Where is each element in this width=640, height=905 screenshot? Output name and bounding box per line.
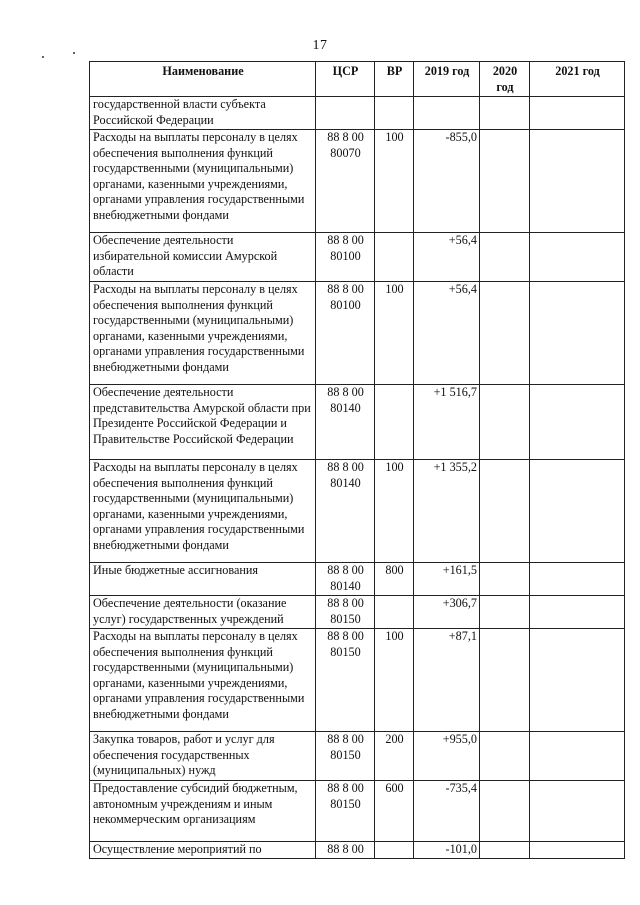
cell-2021 <box>530 233 625 282</box>
cell-csr-part1: 88 8 00 <box>327 385 364 399</box>
cell-2019: -101,0 <box>414 842 480 859</box>
cell-csr-part2: 80150 <box>330 611 361 626</box>
cell-2019 <box>414 97 480 130</box>
cell-2020 <box>480 732 530 781</box>
cell-csr-part1: 88 8 00 <box>327 460 364 474</box>
table-row <box>90 130 625 233</box>
cell-vr: 100 <box>375 282 414 385</box>
table-row <box>90 460 625 563</box>
cell-vr <box>375 842 414 859</box>
table-row <box>90 233 625 282</box>
cell-vr: 800 <box>375 563 414 596</box>
header-2020: 2020 год <box>480 62 530 97</box>
cell-csr-part2: 80150 <box>330 644 361 659</box>
cell-2020 <box>480 97 530 130</box>
cell-2021 <box>530 629 625 732</box>
header-vr: ВР <box>375 62 414 97</box>
cell-csr-part1: 88 8 00 <box>327 842 364 856</box>
page-number: 17 <box>312 38 328 53</box>
cell-csr <box>316 233 375 282</box>
cell-vr: 600 <box>375 781 414 842</box>
cell-vr <box>375 97 414 130</box>
cell-csr <box>316 629 375 732</box>
header-csr: ЦСР <box>316 62 375 97</box>
cell-csr <box>316 732 375 781</box>
cell-vr: 100 <box>375 460 414 563</box>
cell-2020 <box>480 842 530 859</box>
cell-2020 <box>480 130 530 233</box>
cell-csr-part2: 80140 <box>330 400 361 415</box>
cell-2021 <box>530 385 625 460</box>
table-row <box>90 732 625 781</box>
budget-table <box>89 61 625 859</box>
cell-2019: +955,0 <box>414 732 480 781</box>
cell-2020 <box>480 596 530 629</box>
cell-2019: +161,5 <box>414 563 480 596</box>
cell-2021 <box>530 732 625 781</box>
cell-2019: +56,4 <box>414 233 480 282</box>
cell-2020 <box>480 282 530 385</box>
cell-csr-part1: 88 8 00 <box>327 563 364 577</box>
cell-2021 <box>530 596 625 629</box>
cell-name: Расходы на выплаты персоналу в целях обеспечения выполнения функций государственными (муниципальными) органами, казенными учреждениями, органами управления государственными внебюджетными фондами <box>90 629 316 732</box>
cell-name: Расходы на выплаты персоналу в целях обеспечения выполнения функций государственными (муниципальными) органами, казенными учреждениями, органами управления государственными внебюджетными фондами <box>90 460 316 563</box>
header-2021: 2021 год <box>530 62 625 97</box>
cell-csr <box>316 460 375 563</box>
cell-csr-part2: 80070 <box>330 145 361 160</box>
cell-name: Обеспечение деятельности (оказание услуг) государственных учреждений <box>90 596 316 629</box>
cell-2020 <box>480 563 530 596</box>
table-row <box>90 781 625 842</box>
cell-2019: +56,4 <box>414 282 480 385</box>
header-2019: 2019 год <box>414 62 480 97</box>
table-row <box>90 563 625 596</box>
cell-2021 <box>530 282 625 385</box>
cell-csr <box>316 781 375 842</box>
cell-csr-part2: 80140 <box>330 578 361 593</box>
cell-2020 <box>480 629 530 732</box>
cell-csr <box>316 97 375 130</box>
cell-vr: 100 <box>375 130 414 233</box>
cell-name: Обеспечение деятельности избирательной комиссии Амурской области <box>90 233 316 282</box>
table-row <box>90 282 625 385</box>
cell-csr-part1: 88 8 00 <box>327 629 364 643</box>
cell-csr-part1: 88 8 00 <box>327 596 364 610</box>
cell-csr <box>316 842 375 859</box>
cell-vr <box>375 233 414 282</box>
cell-csr-part2: 80100 <box>330 248 361 263</box>
table-row <box>90 97 625 130</box>
cell-2021 <box>530 97 625 130</box>
cell-2021 <box>530 460 625 563</box>
cell-2020 <box>480 781 530 842</box>
cell-csr <box>316 385 375 460</box>
cell-2020 <box>480 385 530 460</box>
cell-csr <box>316 130 375 233</box>
cell-vr <box>375 596 414 629</box>
cell-csr-part1: 88 8 00 <box>327 130 364 144</box>
cell-csr <box>316 563 375 596</box>
cell-2021 <box>530 781 625 842</box>
cell-2019: -855,0 <box>414 130 480 233</box>
cell-csr-part2: 80150 <box>330 796 361 811</box>
cell-name: Расходы на выплаты персоналу в целях обеспечения выполнения функций государственными (муниципальными) органами, казенными учреждениями, органами управления государственными внебюджетными фондами <box>90 282 316 385</box>
cell-2021 <box>530 130 625 233</box>
cell-csr <box>316 282 375 385</box>
cell-csr <box>316 596 375 629</box>
cell-vr: 200 <box>375 732 414 781</box>
cell-name: Предоставление субсидий бюджетным, автономным учреждениям и иным некоммерческим организациям <box>90 781 316 842</box>
header-name: Наименование <box>90 62 316 97</box>
cell-2021 <box>530 842 625 859</box>
cell-name: Осуществление мероприятий по <box>90 842 316 859</box>
cell-vr: 100 <box>375 629 414 732</box>
cell-csr-part1: 88 8 00 <box>327 282 364 296</box>
cell-csr-part2: 80150 <box>330 747 361 762</box>
scan-speck <box>73 52 75 54</box>
cell-csr-part2: 80100 <box>330 297 361 312</box>
cell-csr-part2: 80140 <box>330 475 361 490</box>
cell-name: государственной власти субъекта Российской Федерации <box>90 97 316 130</box>
cell-2019: +1 355,2 <box>414 460 480 563</box>
cell-vr <box>375 385 414 460</box>
cell-csr-part1: 88 8 00 <box>327 781 364 795</box>
cell-name: Иные бюджетные ассигнования <box>90 563 316 596</box>
table-row <box>90 596 625 629</box>
cell-2019: -735,4 <box>414 781 480 842</box>
table-header-row <box>90 62 625 97</box>
cell-csr-part1: 88 8 00 <box>327 233 364 247</box>
scan-speck <box>42 56 44 58</box>
table-row <box>90 385 625 460</box>
cell-name: Обеспечение деятельности представительства Амурской области при Президенте Российской Федерации и Правительстве Российской Федерации <box>90 385 316 460</box>
cell-2019: +87,1 <box>414 629 480 732</box>
cell-csr-part1: 88 8 00 <box>327 732 364 746</box>
cell-name: Расходы на выплаты персоналу в целях обеспечения выполнения функций государственными (муниципальными) органами, казенными учреждениями, органами управления государственными внебюджетными фондами <box>90 130 316 233</box>
cell-2019: +1 516,7 <box>414 385 480 460</box>
cell-2020 <box>480 233 530 282</box>
cell-name: Закупка товаров, работ и услуг для обеспечения государственных (муниципальных) нужд <box>90 732 316 781</box>
cell-2019: +306,7 <box>414 596 480 629</box>
cell-2021 <box>530 563 625 596</box>
cell-2020 <box>480 460 530 563</box>
table-row <box>90 629 625 732</box>
table-row <box>90 842 625 859</box>
